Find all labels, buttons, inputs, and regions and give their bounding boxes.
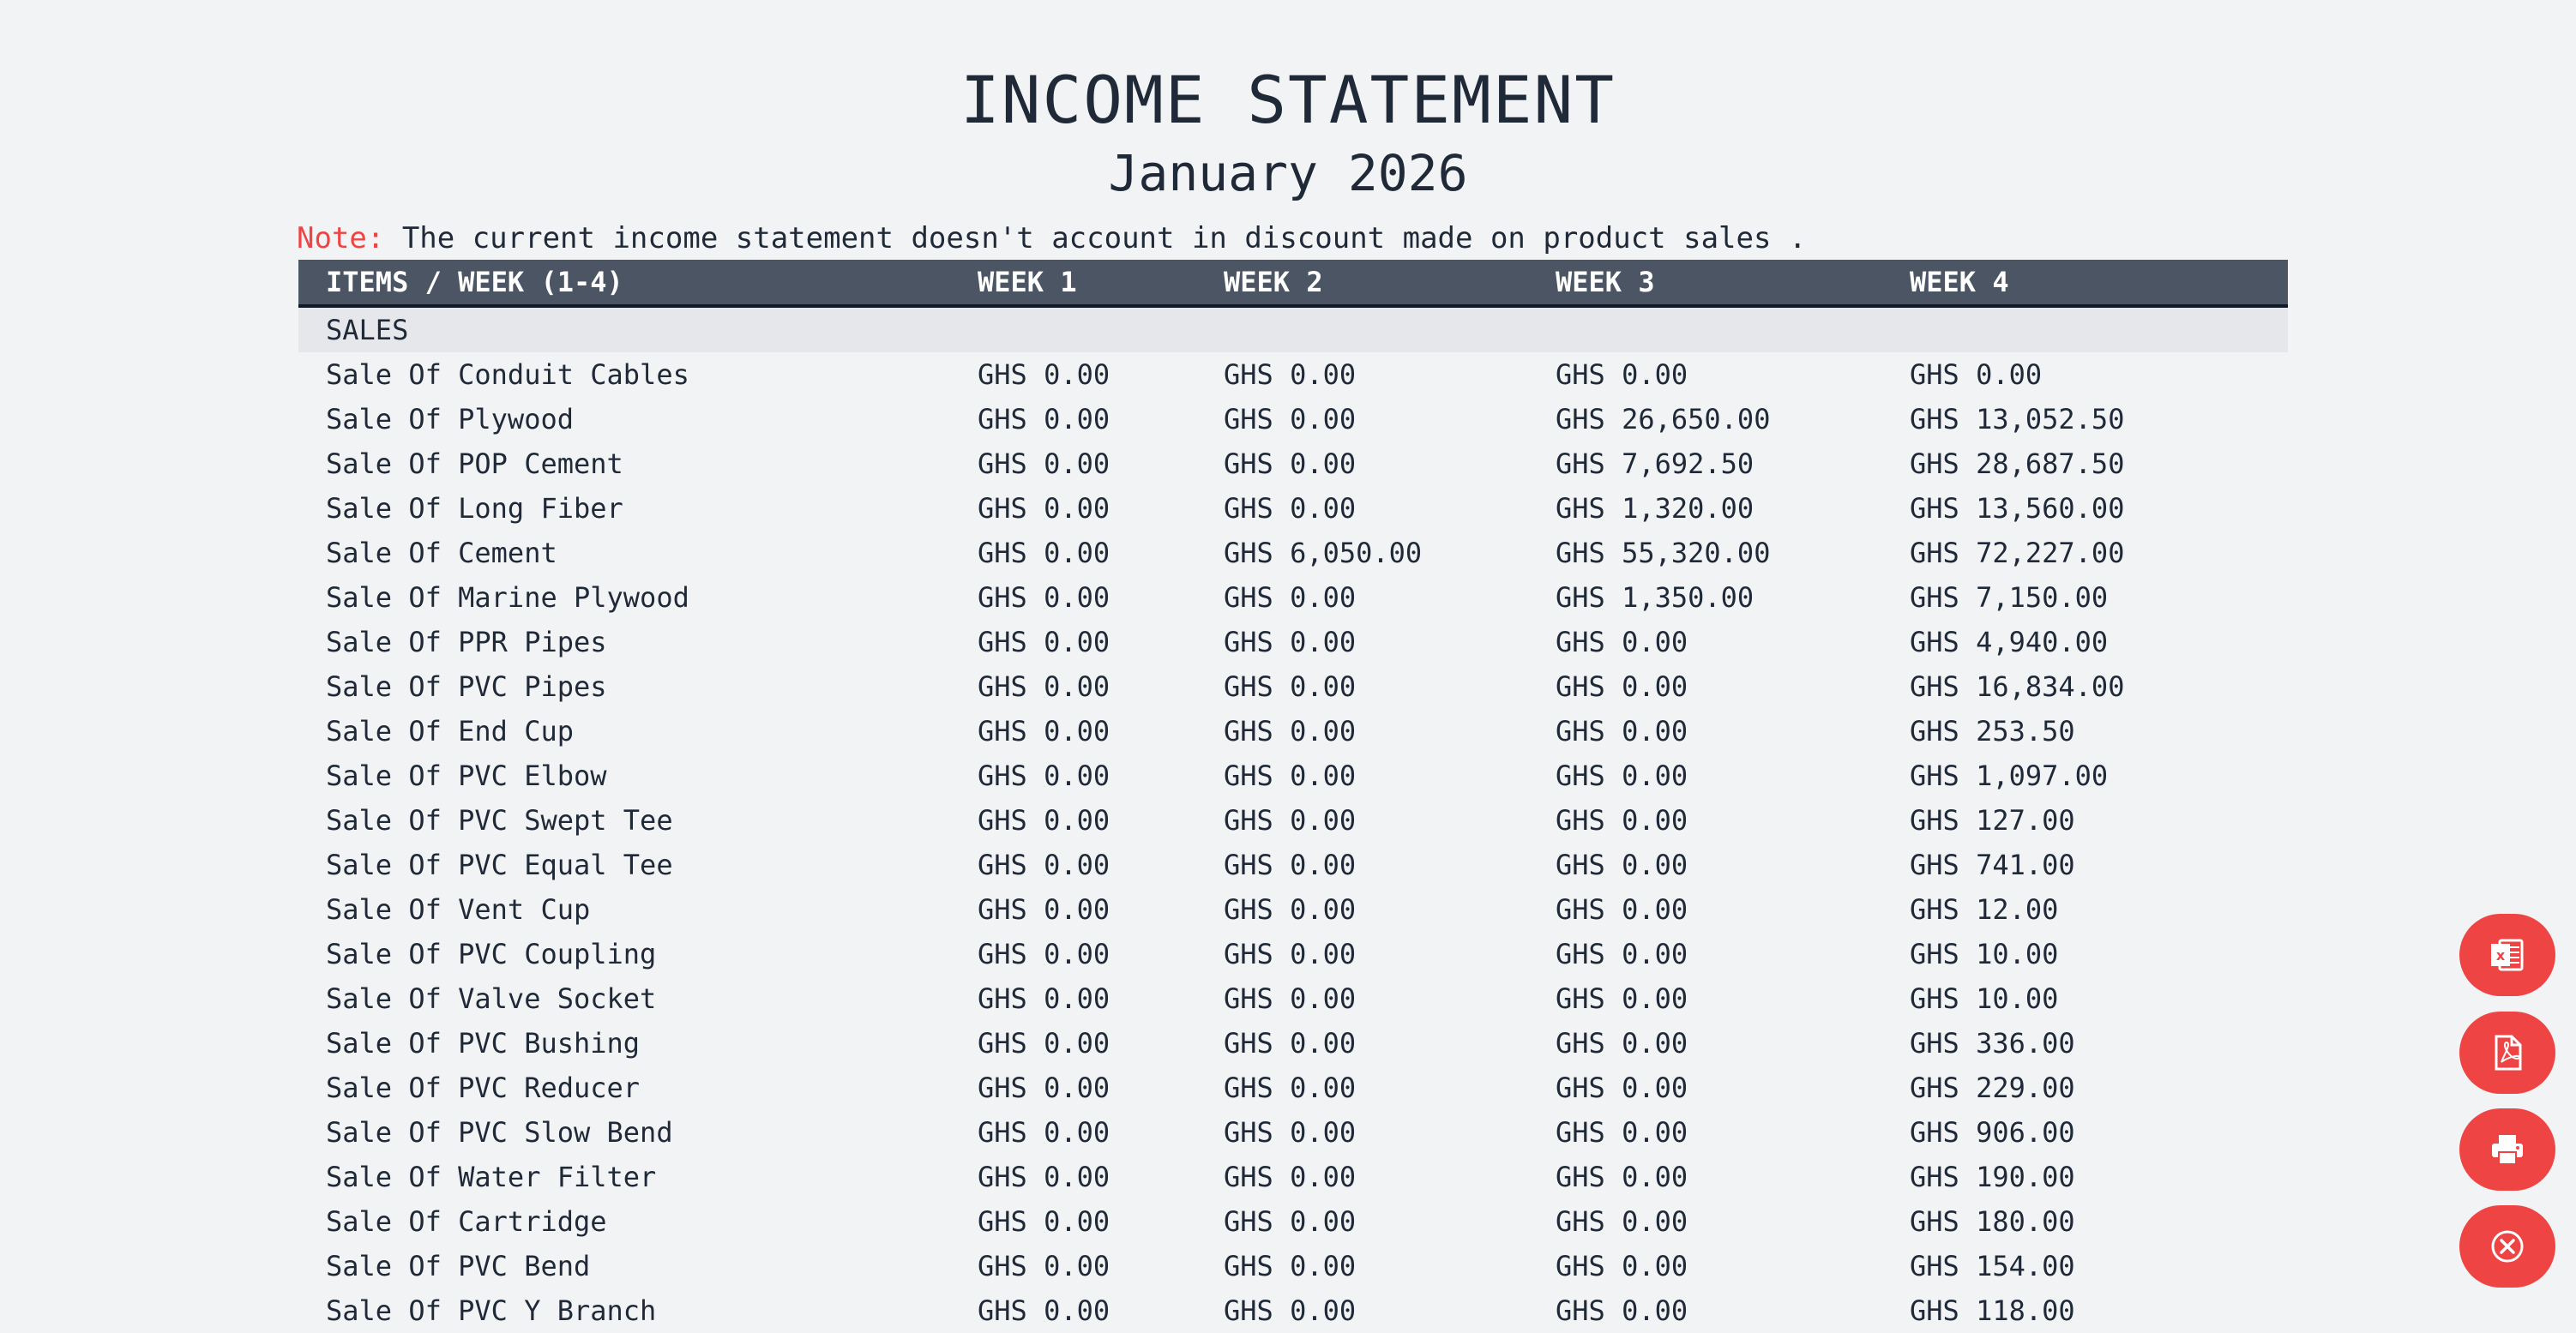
week-2-cell: GHS 0.00	[1224, 492, 1357, 525]
week-3-cell: GHS 0.00	[1556, 358, 1688, 391]
table-row	[298, 664, 2288, 709]
table-row	[298, 1199, 2288, 1244]
week-2-cell: GHS 0.00	[1224, 626, 1357, 658]
note-text: The current income statement doesn't account in discount made on product sales .	[384, 221, 1807, 255]
week-3-cell: GHS 26,650.00	[1556, 403, 1771, 435]
week-4-cell: GHS 72,227.00	[1910, 537, 2125, 569]
week-2-cell: GHS 0.00	[1224, 760, 1357, 792]
week-3-cell: GHS 7,692.50	[1556, 447, 1754, 480]
week-3-cell: GHS 55,320.00	[1556, 537, 1771, 569]
week-3-cell: GHS 0.00	[1556, 804, 1688, 837]
item-name-cell: Sale Of Conduit Cables	[326, 358, 689, 391]
week-4-cell: GHS 118.00	[1910, 1294, 2075, 1327]
week-1-cell: GHS 0.00	[978, 403, 1110, 435]
table-row	[298, 843, 2288, 887]
week-2-cell: GHS 0.00	[1224, 982, 1357, 1015]
week-4-cell: GHS 7,150.00	[1910, 581, 2109, 614]
week-3-cell: GHS 0.00	[1556, 1161, 1688, 1193]
section-cell	[1224, 306, 1556, 352]
week-3-cell: GHS 0.00	[1556, 1205, 1688, 1238]
week-2-cell: GHS 0.00	[1224, 1250, 1357, 1282]
week-4-cell: GHS 4,940.00	[1910, 626, 2109, 658]
pdf-icon	[2488, 1033, 2527, 1072]
header-week-4: WEEK 4	[1910, 260, 2288, 306]
week-1-cell: GHS 0.00	[978, 760, 1110, 792]
svg-text:x: x	[2495, 947, 2506, 964]
table-row	[298, 1244, 2288, 1288]
week-1-cell: GHS 0.00	[978, 804, 1110, 837]
week-4-cell: GHS 13,560.00	[1910, 492, 2125, 525]
week-3-cell: GHS 0.00	[1556, 760, 1688, 792]
week-4-cell: GHS 28,687.50	[1910, 447, 2125, 480]
item-name-cell: Sale Of Vent Cup	[326, 893, 591, 926]
section-row-sales	[298, 306, 2288, 352]
printer-icon	[2488, 1130, 2527, 1169]
item-name-cell: Sale Of PVC Elbow	[326, 760, 607, 792]
week-2-cell: GHS 0.00	[1224, 1294, 1357, 1327]
item-name-cell: Sale Of PVC Y Branch	[326, 1294, 657, 1327]
print-button[interactable]	[2459, 1108, 2555, 1191]
week-2-cell: GHS 0.00	[1224, 358, 1357, 391]
item-name-cell: Sale Of POP Cement	[326, 447, 623, 480]
week-2-cell: GHS 6,050.00	[1224, 537, 1423, 569]
week-3-cell: GHS 0.00	[1556, 982, 1688, 1015]
week-3-cell: GHS 0.00	[1556, 626, 1688, 658]
table-row	[298, 575, 2288, 620]
week-1-cell: GHS 0.00	[978, 1072, 1110, 1104]
item-name-cell: Sale Of Cartridge	[326, 1205, 607, 1238]
item-name-cell: Sale Of PVC Bend	[326, 1250, 591, 1282]
week-4-cell: GHS 180.00	[1910, 1205, 2075, 1238]
table-row	[298, 1066, 2288, 1110]
excel-icon	[2488, 935, 2527, 975]
close-icon	[2488, 1227, 2527, 1266]
week-2-cell: GHS 0.00	[1224, 893, 1357, 926]
item-name-cell: Sale Of End Cup	[326, 715, 574, 748]
week-1-cell: GHS 0.00	[978, 982, 1110, 1015]
item-name-cell: Sale Of PVC Equal Tee	[326, 849, 673, 881]
table-header-row	[298, 260, 2288, 306]
week-3-cell: GHS 0.00	[1556, 670, 1688, 703]
header-week-1: WEEK 1	[978, 260, 1224, 306]
table-row	[298, 486, 2288, 531]
export-excel-button[interactable]	[2459, 914, 2555, 996]
table-row	[298, 1110, 2288, 1155]
week-2-cell: GHS 0.00	[1224, 1027, 1357, 1060]
table-row	[298, 887, 2288, 932]
week-3-cell: GHS 0.00	[1556, 715, 1688, 748]
week-1-cell: GHS 0.00	[978, 1116, 1110, 1149]
week-1-cell: GHS 0.00	[978, 537, 1110, 569]
table-row	[298, 1021, 2288, 1066]
week-1-cell: GHS 0.00	[978, 893, 1110, 926]
week-2-cell: GHS 0.00	[1224, 1161, 1357, 1193]
item-name-cell: Sale Of PVC Pipes	[326, 670, 607, 703]
header-items: ITEMS / WEEK (1-4)	[298, 260, 978, 306]
section-label: SALES	[298, 306, 978, 352]
item-name-cell: Sale Of PVC Slow Bend	[326, 1116, 673, 1149]
table-row	[298, 798, 2288, 843]
week-3-cell: GHS 0.00	[1556, 1116, 1688, 1149]
income-statement-table	[298, 260, 2288, 1333]
week-1-cell: GHS 0.00	[978, 447, 1110, 480]
table-row	[298, 709, 2288, 754]
week-3-cell: GHS 0.00	[1556, 893, 1688, 926]
week-2-cell: GHS 0.00	[1224, 581, 1357, 614]
week-3-cell: GHS 0.00	[1556, 938, 1688, 970]
week-1-cell: GHS 0.00	[978, 626, 1110, 658]
item-name-cell: Sale Of PVC Bushing	[326, 1027, 641, 1060]
week-2-cell: GHS 0.00	[1224, 849, 1357, 881]
week-2-cell: GHS 0.00	[1224, 715, 1357, 748]
report-period: January 2026	[1108, 144, 1468, 202]
table-row	[298, 976, 2288, 1021]
week-4-cell: GHS 154.00	[1910, 1250, 2075, 1282]
week-4-cell: GHS 1,097.00	[1910, 760, 2109, 792]
table-row	[298, 531, 2288, 575]
week-4-cell: GHS 336.00	[1910, 1027, 2075, 1060]
week-4-cell: GHS 229.00	[1910, 1072, 2075, 1104]
week-1-cell: GHS 0.00	[978, 1027, 1110, 1060]
table-row	[298, 1155, 2288, 1199]
export-pdf-button[interactable]	[2459, 1012, 2555, 1094]
week-3-cell: GHS 1,350.00	[1556, 581, 1754, 614]
week-2-cell: GHS 0.00	[1224, 403, 1357, 435]
week-3-cell: GHS 0.00	[1556, 1072, 1688, 1104]
week-1-cell: GHS 0.00	[978, 1205, 1110, 1238]
table-row	[298, 754, 2288, 798]
week-4-cell: GHS 127.00	[1910, 804, 2075, 837]
week-4-cell: GHS 190.00	[1910, 1161, 2075, 1193]
item-name-cell: Sale Of Water Filter	[326, 1161, 657, 1193]
section-cell	[1910, 306, 2288, 352]
week-1-cell: GHS 0.00	[978, 581, 1110, 614]
table-row	[298, 397, 2288, 441]
week-4-cell: GHS 0.00	[1910, 358, 2043, 391]
week-1-cell: GHS 0.00	[978, 670, 1110, 703]
item-name-cell: Sale Of Valve Socket	[326, 982, 657, 1015]
income-statement-table-container	[298, 260, 2288, 1333]
table-row	[298, 441, 2288, 486]
week-1-cell: GHS 0.00	[978, 1250, 1110, 1282]
report-note	[297, 221, 1806, 255]
week-1-cell: GHS 0.00	[978, 938, 1110, 970]
week-1-cell: GHS 0.00	[978, 1161, 1110, 1193]
item-name-cell: Sale Of PPR Pipes	[326, 626, 607, 658]
header-week-3: WEEK 3	[1556, 260, 1910, 306]
week-3-cell: GHS 0.00	[1556, 1294, 1688, 1327]
week-4-cell: GHS 16,834.00	[1910, 670, 2125, 703]
week-3-cell: GHS 0.00	[1556, 1027, 1688, 1060]
item-name-cell: Sale Of Long Fiber	[326, 492, 623, 525]
week-4-cell: GHS 253.50	[1910, 715, 2075, 748]
week-1-cell: GHS 0.00	[978, 715, 1110, 748]
week-3-cell: GHS 1,320.00	[1556, 492, 1754, 525]
table-row	[298, 620, 2288, 664]
week-2-cell: GHS 0.00	[1224, 938, 1357, 970]
week-4-cell: GHS 906.00	[1910, 1116, 2075, 1149]
week-2-cell: GHS 0.00	[1224, 447, 1357, 480]
week-3-cell: GHS 0.00	[1556, 849, 1688, 881]
item-name-cell: Sale Of PVC Swept Tee	[326, 804, 673, 837]
close-button[interactable]	[2459, 1205, 2555, 1288]
week-4-cell: GHS 12.00	[1910, 893, 2059, 926]
item-name-cell: Sale Of Plywood	[326, 403, 574, 435]
week-1-cell: GHS 0.00	[978, 492, 1110, 525]
item-name-cell: Sale Of PVC Coupling	[326, 938, 657, 970]
week-4-cell: GHS 10.00	[1910, 938, 2059, 970]
section-cell	[978, 306, 1224, 352]
item-name-cell: Sale Of Cement	[326, 537, 557, 569]
week-4-cell: GHS 13,052.50	[1910, 403, 2125, 435]
week-2-cell: GHS 0.00	[1224, 804, 1357, 837]
week-1-cell: GHS 0.00	[978, 358, 1110, 391]
week-2-cell: GHS 0.00	[1224, 670, 1357, 703]
item-name-cell: Sale Of Marine Plywood	[326, 581, 689, 614]
section-cell	[1556, 306, 1910, 352]
week-2-cell: GHS 0.00	[1224, 1072, 1357, 1104]
week-1-cell: GHS 0.00	[978, 849, 1110, 881]
week-2-cell: GHS 0.00	[1224, 1205, 1357, 1238]
table-row	[298, 1288, 2288, 1333]
week-2-cell: GHS 0.00	[1224, 1116, 1357, 1149]
table-row	[298, 932, 2288, 976]
table-row	[298, 352, 2288, 397]
week-1-cell: GHS 0.00	[978, 1294, 1110, 1327]
week-4-cell: GHS 741.00	[1910, 849, 2075, 881]
header-week-2: WEEK 2	[1224, 260, 1556, 306]
item-name-cell: Sale Of PVC Reducer	[326, 1072, 641, 1104]
note-label: Note:	[297, 221, 385, 255]
week-4-cell: GHS 10.00	[1910, 982, 2059, 1015]
page-title: INCOME STATEMENT	[960, 62, 1616, 138]
week-3-cell: GHS 0.00	[1556, 1250, 1688, 1282]
